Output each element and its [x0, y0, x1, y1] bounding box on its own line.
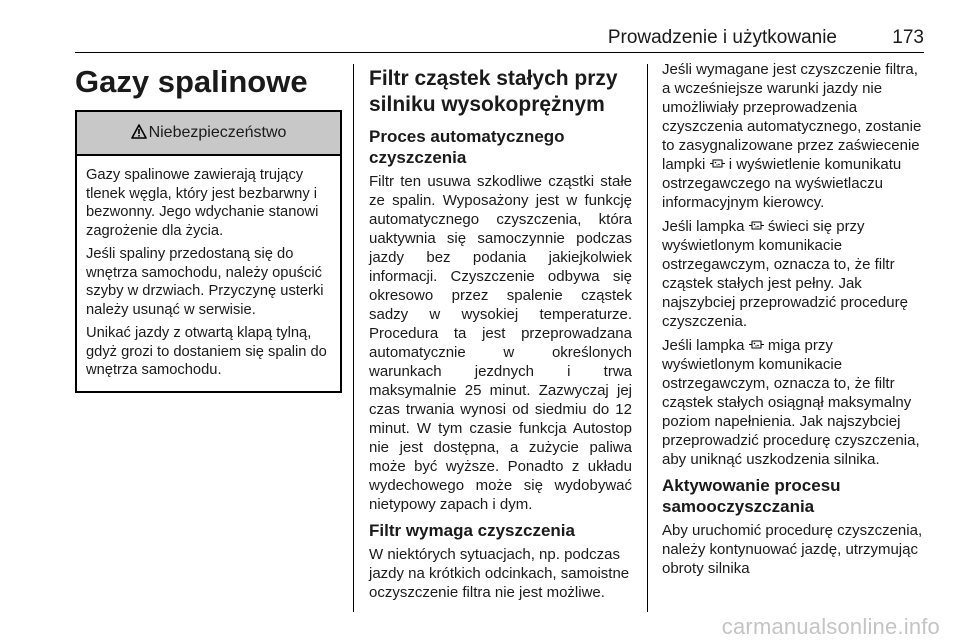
paragraph: Jeśli wymagane jest czyszczenie filtra, a wcześniejsze warunki jazdy nie umożliwiały przeprowadzenia czyszczenia automatycznego, zostanie to zasygnalizowane przez zaświecenie lampki i wyświetlenie komunikatu ostrzegawczego na wyświetlaczu informacyjnym kierowcy.	[662, 61, 922, 211]
warning-title: Niebezpieczeństwo	[148, 124, 287, 141]
warning-box	[75, 110, 342, 393]
paragraph: W niektórych sytuacjach, np. podczas jazdy na krótkich odcinkach, samoistne oczyszczenie filtra nie jest możliwe.	[369, 546, 630, 601]
warning-header	[77, 112, 340, 156]
subheading-activate-self-cleaning: Aktywowanie procesu samooczyszczania	[662, 476, 841, 516]
column-divider	[353, 64, 354, 612]
diesel-particle-filter-icon	[710, 157, 725, 170]
page-header	[75, 24, 924, 53]
column-3	[662, 60, 927, 583]
column-divider	[647, 64, 648, 612]
column-2	[369, 60, 632, 607]
section-heading: Gazy spalinowe	[75, 64, 308, 99]
diesel-particle-filter-icon	[749, 338, 764, 351]
column-1	[75, 60, 342, 393]
diesel-particle-filter-icon	[749, 219, 764, 232]
header-title: Prowadzenie i użytkowanie	[607, 27, 837, 48]
warning-paragraph: Unikać jazdy z otwartą klapą tylną, gdyż grozi to dostaniem się spalin do wnętrza samochodu.	[86, 325, 327, 378]
paragraph: Aby uruchomić procedurę czyszczenia, należy kontynuować jazdę, utrzymując obroty silnika	[662, 522, 923, 577]
watermark: carmanualsonline.info	[721, 614, 940, 639]
subsection-heading: Filtr cząstek stałych przy silniku wysokoprężnym	[369, 67, 618, 116]
page-number: 173	[892, 27, 924, 48]
warning-paragraph: Gazy spalinowe zawierają trujący tlenek węgla, który jest bezbarwny i bezwonny. Jego wdychanie stanowi zagrożenie dla życia.	[86, 167, 319, 239]
paragraph: Jeśli lampka świeci się przy wyświetlonym komunikacie ostrzegawczym, oznacza to, że filtr cząstek stałych jest pełny. Jak najszybciej przeprowadzić procedurę czyszczenia.	[662, 218, 908, 330]
subheading-filter-needs-cleaning: Filtr wymaga czyszczenia	[369, 521, 575, 540]
warning-triangle-icon	[131, 124, 147, 139]
subheading-auto-cleaning: Proces automatycznego czyszczenia	[369, 127, 565, 167]
paragraph: Jeśli lampka miga przy wyświetlonym komunikacie ostrzegawczym, oznacza to, że filtr cząstek stałych osiągnął maksymalny poziom napełnienia. Jak najszybciej przeprowadzić procedurę czyszczenia, aby uniknąć uszkodzenia silnika.	[662, 337, 920, 468]
paragraph: Filtr ten usuwa szkodliwe cząstki stałe ze spalin. Wyposażony jest w funkcję automatycznego czyszczenia, która uaktywnia się samoczynnie podczas jazdy bez podania jakiejkolwiek informacji. Czyszczenie odbywa się okresowo przez spalenie cząstek sadzy w wysokiej temperaturze. Procedura ta jest przeprowadzana automatycznie w określonych warunkach jezdnych i trwa maksymalnie 25 minut. Zazwyczaj jej czas trwania wynosi od siedmiu do 12 minut. W tym czasie funkcja Autostop nie jest dostępna, a zużycie paliwa może być wyższe. Ponadto z układu wydechowego może się wydobywać nietypowy zapach i dym.	[369, 173, 632, 513]
warning-paragraph: Jeśli spaliny przedostaną się do wnętrza samochodu, należy opuścić szyby w drzwiach. Przyczynę usterki należy usunąć w serwisie.	[86, 246, 324, 318]
warning-body	[77, 156, 340, 391]
